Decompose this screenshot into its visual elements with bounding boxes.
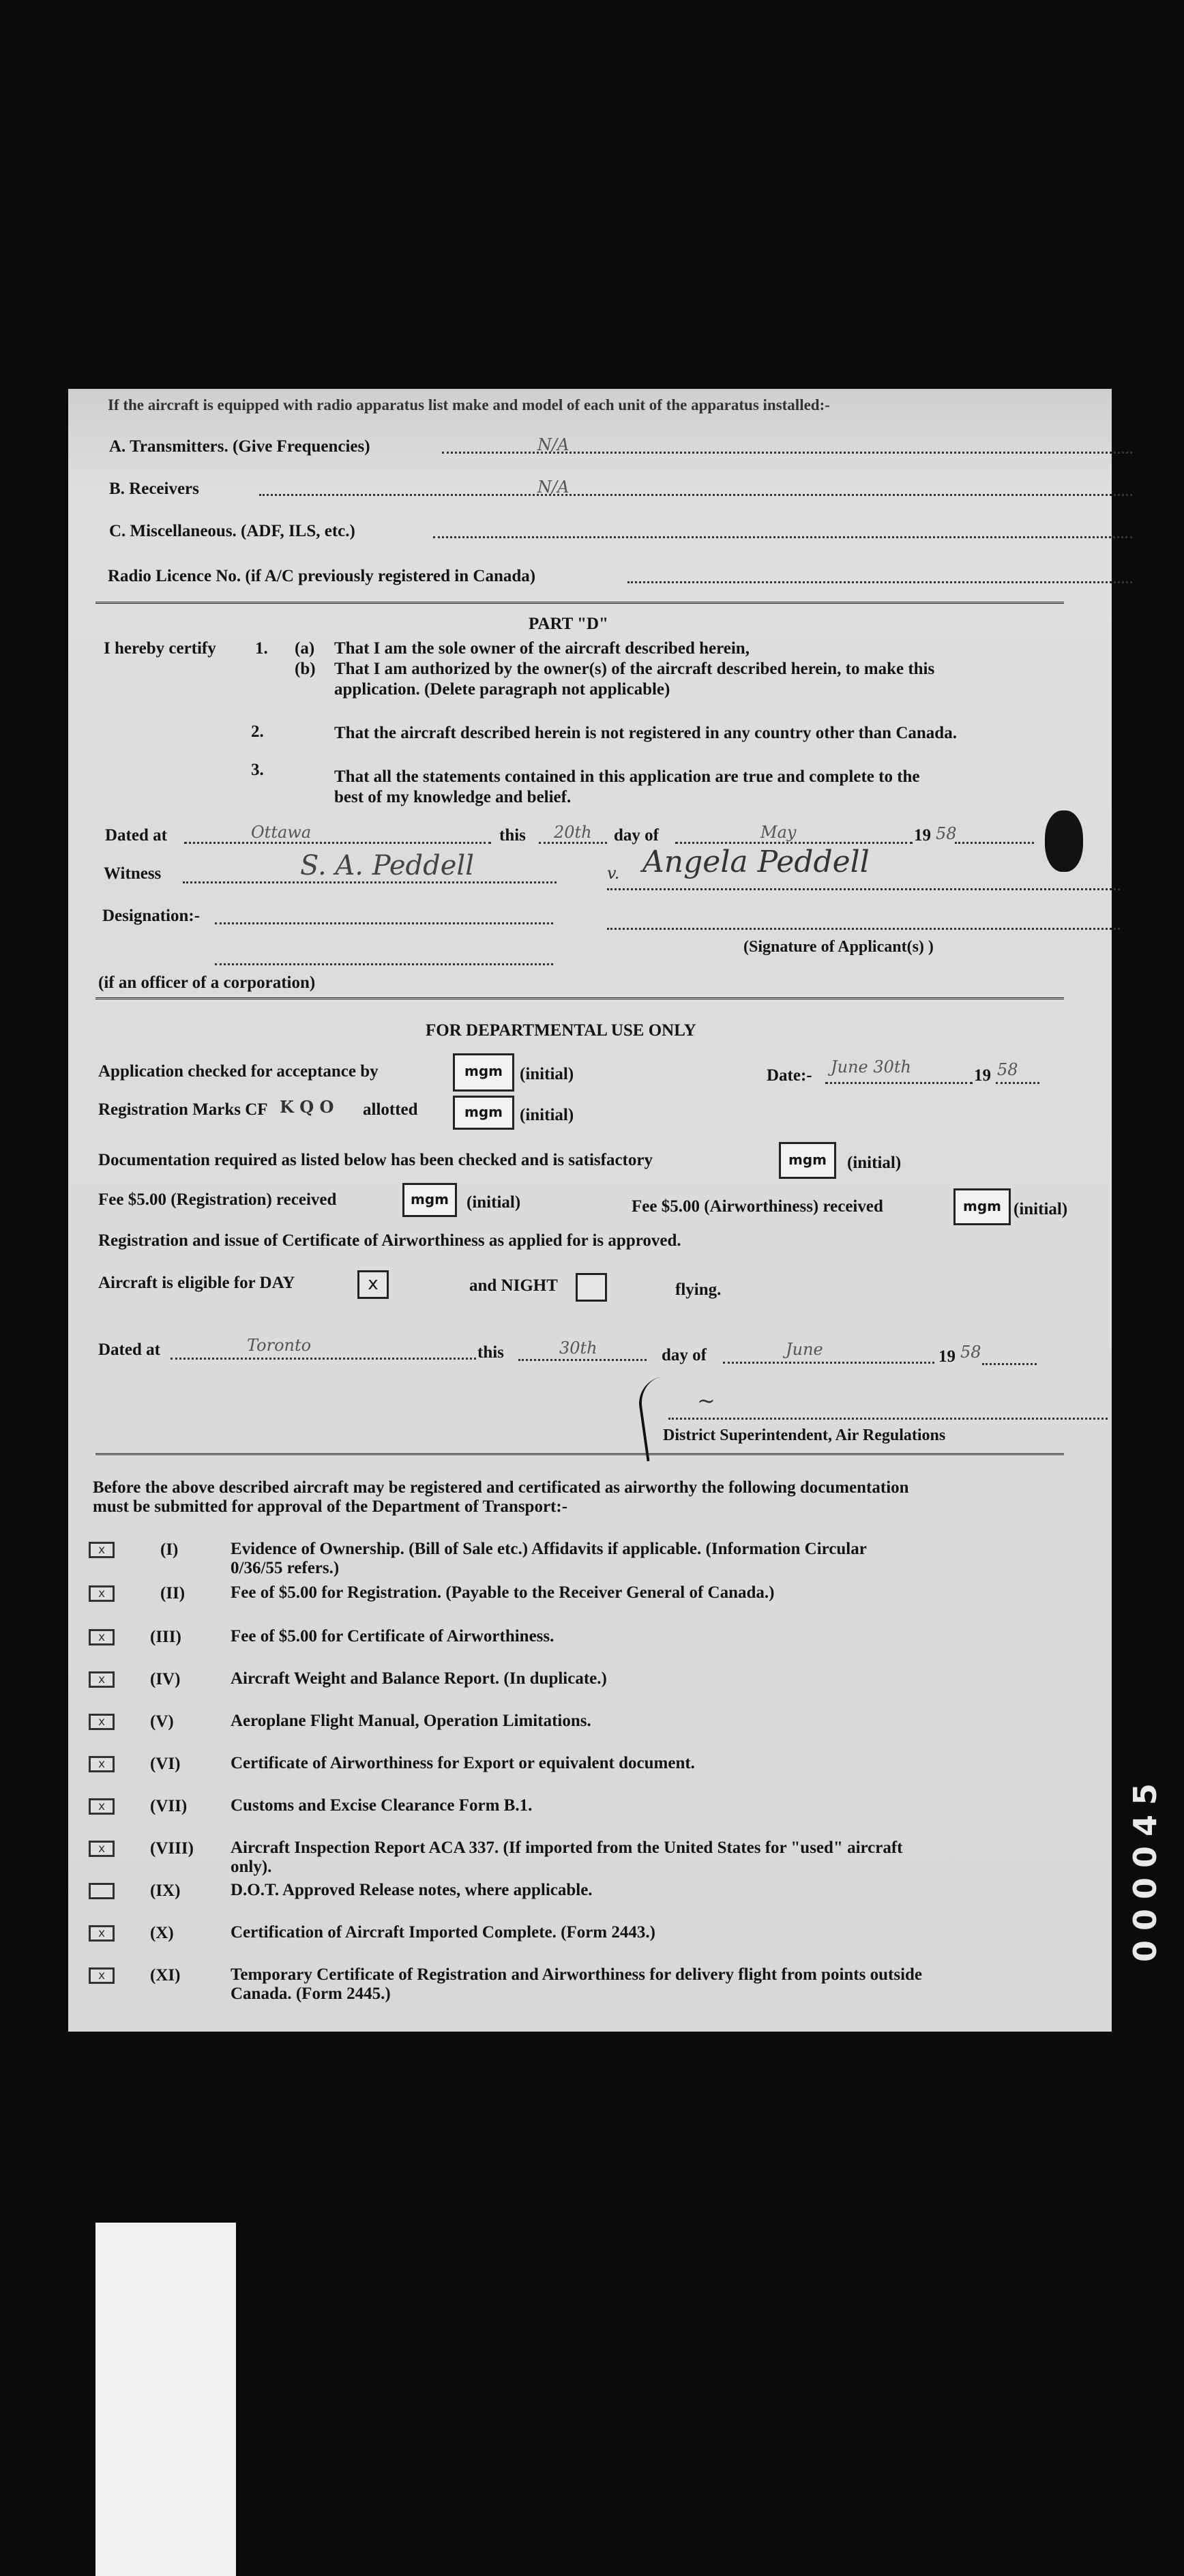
day-check-mark: x — [368, 1274, 379, 1294]
date-line — [825, 1082, 973, 1084]
ink-blot — [1045, 810, 1083, 872]
doc-item-number: (III) — [150, 1628, 181, 1646]
reg-initial-label: (initial) — [520, 1106, 574, 1124]
superintendent-signature: ~ — [697, 1388, 715, 1414]
doc-item-checkbox: x — [89, 1925, 115, 1942]
doc-item-text: D.O.T. Approved Release notes, where applicable. — [231, 1881, 593, 1899]
receivers-label: B. Receivers — [109, 480, 199, 498]
doc-item-checkbox: x — [89, 1542, 115, 1558]
day-line — [539, 842, 607, 844]
date-year-value: 58 — [997, 1060, 1018, 1079]
dept-year-prefix: 19 — [938, 1347, 956, 1366]
fee-registration-initial-label: (initial) — [467, 1193, 521, 1212]
day-value: 20th — [554, 823, 592, 842]
item-1b-label: (b) — [295, 660, 316, 678]
date-year-line — [996, 1082, 1039, 1084]
dept-title: FOR DEPARTMENTAL USE ONLY — [426, 1021, 696, 1040]
doc-item-text: Fee of $5.00 for Certificate of Airworthiness. — [231, 1627, 554, 1645]
checked-initial-label: (initial) — [520, 1065, 574, 1083]
dept-year-value: 58 — [960, 1343, 981, 1362]
witness-signature: S. A. Peddell — [300, 850, 474, 881]
dept-day-of-label: day of — [662, 1346, 707, 1364]
dept-month-line — [723, 1362, 934, 1364]
item-1b-text-2: application. (Delete paragraph not applicable) — [334, 680, 670, 699]
flying-label: flying. — [675, 1280, 722, 1299]
dept-day-value: 30th — [559, 1338, 597, 1358]
dept-day-line — [518, 1359, 647, 1361]
year-line — [955, 842, 1034, 844]
doc-item-checkbox: x — [89, 1714, 115, 1730]
doc-item-number: (X) — [150, 1924, 174, 1942]
receivers-line — [259, 494, 1132, 496]
doc-item-checkbox: x — [89, 1798, 115, 1815]
doc-item-text: Certificate of Airworthiness for Export or equivalent document. — [231, 1754, 695, 1772]
superintendent-label: District Superintendent, Air Regulations — [663, 1426, 946, 1444]
doc-item-checkbox — [89, 1883, 115, 1899]
transmitters-value: N/A — [537, 435, 569, 454]
designation-line — [215, 922, 553, 924]
doc-item-text: Aircraft Inspection Report ACA 337. (If imported from the United States for "used" aircraft — [231, 1839, 903, 1857]
doc-item-checkbox: x — [89, 1629, 115, 1645]
doc-item-number: (I) — [160, 1540, 179, 1559]
month-value: May — [760, 823, 797, 842]
day-checkbox — [357, 1270, 389, 1299]
doc-item-number: (V) — [150, 1712, 174, 1731]
doc-item-checkbox: x — [89, 1841, 115, 1857]
doc-item-number: (VI) — [150, 1755, 181, 1773]
date-label: Date:- — [767, 1066, 812, 1085]
item-1a-label: (a) — [295, 639, 315, 658]
documentation-initial-label: (initial) — [847, 1154, 902, 1172]
item-2-text: That the aircraft described herein is not registered in any country other than Canada. — [334, 724, 957, 742]
item-2-number: 2. — [251, 722, 264, 741]
item-1a-text: That I am the sole owner of the aircraft described herein, — [334, 639, 750, 658]
applicant-line-2 — [607, 928, 1120, 930]
docs-intro: Before the above described aircraft may be registered and certificated as airworthy the following documentation — [93, 1478, 909, 1497]
designation-line-2 — [215, 963, 553, 965]
year-value: 58 — [936, 824, 957, 843]
misc-label: C. Miscellaneous. (ADF, ILS, etc.) — [109, 522, 355, 540]
month-line — [675, 842, 913, 844]
date-value: June 30th — [831, 1057, 912, 1077]
item-3-text-2: best of my knowledge and belief. — [334, 788, 572, 806]
doc-item-text-2: 0/36/55 refers.) — [231, 1559, 340, 1577]
doc-item-text: Certification of Aircraft Imported Complete. (Form 2443.) — [231, 1923, 655, 1942]
applicant-signature-prefix: v. — [607, 864, 620, 883]
reg-marks-value: K Q O — [280, 1097, 334, 1117]
fee-registration-label: Fee $5.00 (Registration) received — [98, 1190, 337, 1209]
item-1-number: 1. — [255, 639, 268, 658]
licence-label: Radio Licence No. (if A/C previously registered in Canada) — [108, 567, 536, 585]
receivers-value: N/A — [537, 478, 569, 497]
doc-item-text: Fee of $5.00 for Registration. (Payable to the Receiver General of Canada.) — [231, 1583, 775, 1602]
doc-item-checkbox: x — [89, 1585, 115, 1602]
checked-label: Application checked for acceptance by — [98, 1062, 379, 1081]
applicant-signature: Angela Peddell — [642, 845, 870, 879]
night-label: and NIGHT — [469, 1276, 558, 1295]
signature-label: (Signature of Applicant(s) ) — [743, 938, 934, 956]
certify-label: I hereby certify — [104, 639, 216, 658]
documentation-initial-stamp: mgm — [779, 1142, 836, 1179]
doc-item-text: Customs and Excise Clearance Form B.1. — [231, 1796, 533, 1815]
doc-item-number: (II) — [160, 1584, 186, 1602]
doc-item-number: (XI) — [150, 1966, 181, 1985]
dept-place-line — [171, 1358, 476, 1360]
eligible-day-label: Aircraft is eligible for DAY — [98, 1274, 295, 1292]
fee-airworthiness-initial-label: (initial) — [1013, 1200, 1068, 1218]
fee-airworthiness-label: Fee $5.00 (Airworthiness) received — [632, 1197, 883, 1216]
item-1b-text: That I am authorized by the owner(s) of the aircraft described herein, to make this — [334, 660, 935, 678]
transmitters-label: A. Transmitters. (Give Frequencies) — [109, 437, 370, 456]
doc-item-number: (VIII) — [150, 1839, 194, 1858]
doc-item-number: (IV) — [150, 1670, 181, 1688]
designation-label: Designation:- — [102, 907, 201, 925]
applicant-line-1 — [607, 888, 1120, 890]
divider — [95, 997, 1064, 1001]
misc-line — [433, 536, 1132, 538]
part-d-title: PART "D" — [529, 615, 608, 633]
doc-item-checkbox: x — [89, 1967, 115, 1984]
dated-place-line — [184, 842, 491, 844]
divider — [95, 1453, 1064, 1457]
fee-airworthiness-stamp: mgm — [953, 1188, 1011, 1225]
reg-initial-stamp: mgm — [453, 1096, 514, 1130]
doc-item-text: Aeroplane Flight Manual, Operation Limitations. — [231, 1712, 591, 1730]
fee-registration-stamp: mgm — [402, 1183, 457, 1217]
documentation-label: Documentation required as listed below has been checked and is satisfactory — [98, 1151, 653, 1169]
dated-at-label: Dated at — [105, 826, 167, 845]
doc-item-number: (IX) — [150, 1882, 181, 1900]
checked-initial-stamp: mgm — [453, 1053, 514, 1092]
docs-intro-2: must be submitted for approval of the Department of Transport:- — [93, 1497, 568, 1516]
frame-number: 000045 — [1127, 1774, 1164, 1963]
this-label: this — [499, 826, 526, 845]
doc-item-number: (VII) — [150, 1797, 188, 1815]
doc-item-text-2: only). — [231, 1858, 272, 1876]
doc-item-checkbox: x — [89, 1756, 115, 1772]
issue-approved-label: Registration and issue of Certificate of Airworthiness as applied for is approved. — [98, 1231, 681, 1250]
radio-header: If the aircraft is equipped with radio apparatus list make and model of each unit of the apparatus installed:- — [108, 396, 830, 413]
doc-item-text: Temporary Certificate of Registration and Airworthiness for delivery flight from points outside — [231, 1965, 923, 1984]
item-3-text: That all the statements contained in this application are true and complete to the — [334, 767, 920, 786]
divider — [95, 602, 1064, 606]
day-of-label: day of — [614, 826, 659, 845]
witness-label: Witness — [104, 864, 162, 883]
film-leader — [95, 2223, 236, 2576]
year-prefix: 19 — [914, 826, 931, 845]
licence-line — [627, 581, 1132, 583]
doc-item-checkbox: x — [89, 1671, 115, 1688]
dept-dated-at-label: Dated at — [98, 1341, 160, 1359]
form-page — [68, 389, 1112, 2032]
dept-this-label: this — [477, 1343, 504, 1362]
dept-year-line — [982, 1363, 1037, 1365]
dept-place-value: Toronto — [247, 1336, 312, 1355]
doc-item-text-2: Canada. (Form 2445.) — [231, 1985, 391, 2003]
witness-line — [183, 881, 557, 883]
dated-place-value: Ottawa — [251, 823, 312, 842]
item-3-number: 3. — [251, 761, 264, 779]
allotted-label: allotted — [363, 1100, 418, 1119]
officer-note: (if an officer of a corporation) — [98, 974, 316, 992]
doc-item-text: Evidence of Ownership. (Bill of Sale etc.) Affidavits if applicable. (Information Circular — [231, 1540, 867, 1558]
doc-item-text: Aircraft Weight and Balance Report. (In duplicate.) — [231, 1669, 607, 1688]
night-checkbox — [576, 1273, 607, 1302]
reg-marks-label: Registration Marks CF — [98, 1100, 268, 1119]
superintendent-line — [668, 1418, 1108, 1420]
dept-month-value: June — [786, 1340, 823, 1359]
date-year-prefix: 19 — [974, 1066, 991, 1085]
